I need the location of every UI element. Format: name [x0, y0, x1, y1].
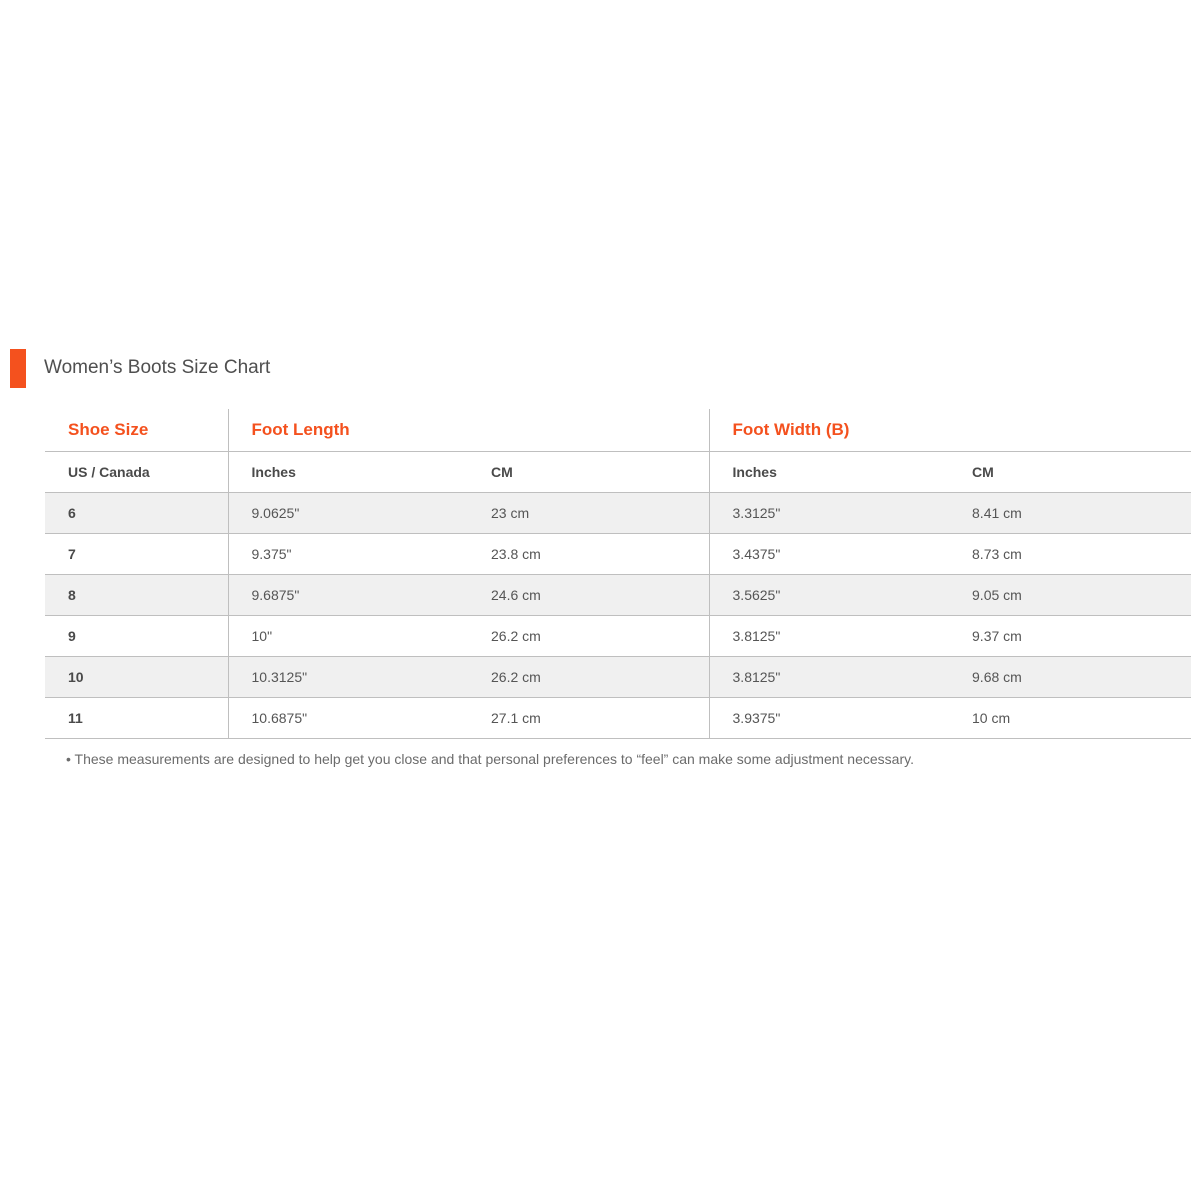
- length-cm-cell: 24.6 cm: [468, 574, 709, 615]
- length-inches-cell: 10.6875": [228, 697, 468, 738]
- title-accent-bar: [10, 349, 26, 388]
- width-cm-cell: 8.41 cm: [949, 492, 1191, 533]
- size-cell: 9: [45, 615, 228, 656]
- width-inches-cell: 3.9375": [709, 697, 949, 738]
- group-header-shoe-size: Shoe Size: [45, 409, 228, 451]
- table-row: [45, 656, 1191, 697]
- length-cm-cell: 23 cm: [468, 492, 709, 533]
- footnote: • These measurements are designed to help get you close and that personal preferences to “feel” can make some adjustment necessary.: [66, 751, 914, 767]
- length-inches-cell: 10.3125": [228, 656, 468, 697]
- width-inches-cell: 3.8125": [709, 656, 949, 697]
- width-cm-cell: 8.73 cm: [949, 533, 1191, 574]
- table-row: [45, 697, 1191, 738]
- length-cm-cell: 26.2 cm: [468, 615, 709, 656]
- size-cell: 8: [45, 574, 228, 615]
- size-chart-table: [45, 409, 1191, 739]
- length-cm-cell: 27.1 cm: [468, 697, 709, 738]
- table-row: [45, 492, 1191, 533]
- size-cell: 11: [45, 697, 228, 738]
- width-cm-cell: 9.37 cm: [949, 615, 1191, 656]
- table-row: [45, 615, 1191, 656]
- length-cm-cell: 23.8 cm: [468, 533, 709, 574]
- size-cell: 6: [45, 492, 228, 533]
- width-inches-cell: 3.8125": [709, 615, 949, 656]
- table-row: [45, 574, 1191, 615]
- length-cm-cell: 26.2 cm: [468, 656, 709, 697]
- width-inches-cell: 3.5625": [709, 574, 949, 615]
- column-header-width-cm: CM: [949, 451, 1191, 492]
- length-inches-cell: 9.0625": [228, 492, 468, 533]
- page-title: Women’s Boots Size Chart: [44, 357, 271, 378]
- column-header-width-inches: Inches: [709, 451, 949, 492]
- width-inches-cell: 3.4375": [709, 533, 949, 574]
- width-inches-cell: 3.3125": [709, 492, 949, 533]
- width-cm-cell: 9.05 cm: [949, 574, 1191, 615]
- size-cell: 7: [45, 533, 228, 574]
- column-header-length-inches: Inches: [228, 451, 468, 492]
- group-header-foot-length: Foot Length: [228, 409, 709, 451]
- width-cm-cell: 9.68 cm: [949, 656, 1191, 697]
- length-inches-cell: 9.375": [228, 533, 468, 574]
- width-cm-cell: 10 cm: [949, 697, 1191, 738]
- length-inches-cell: 10": [228, 615, 468, 656]
- length-inches-cell: 9.6875": [228, 574, 468, 615]
- column-header-length-cm: CM: [468, 451, 709, 492]
- column-header-us-canada: US / Canada: [45, 451, 228, 492]
- column-header-row: [45, 451, 1191, 492]
- size-cell: 10: [45, 656, 228, 697]
- group-header-foot-width: Foot Width (B): [709, 409, 1191, 451]
- table-row: [45, 533, 1191, 574]
- group-header-row: [45, 409, 1191, 451]
